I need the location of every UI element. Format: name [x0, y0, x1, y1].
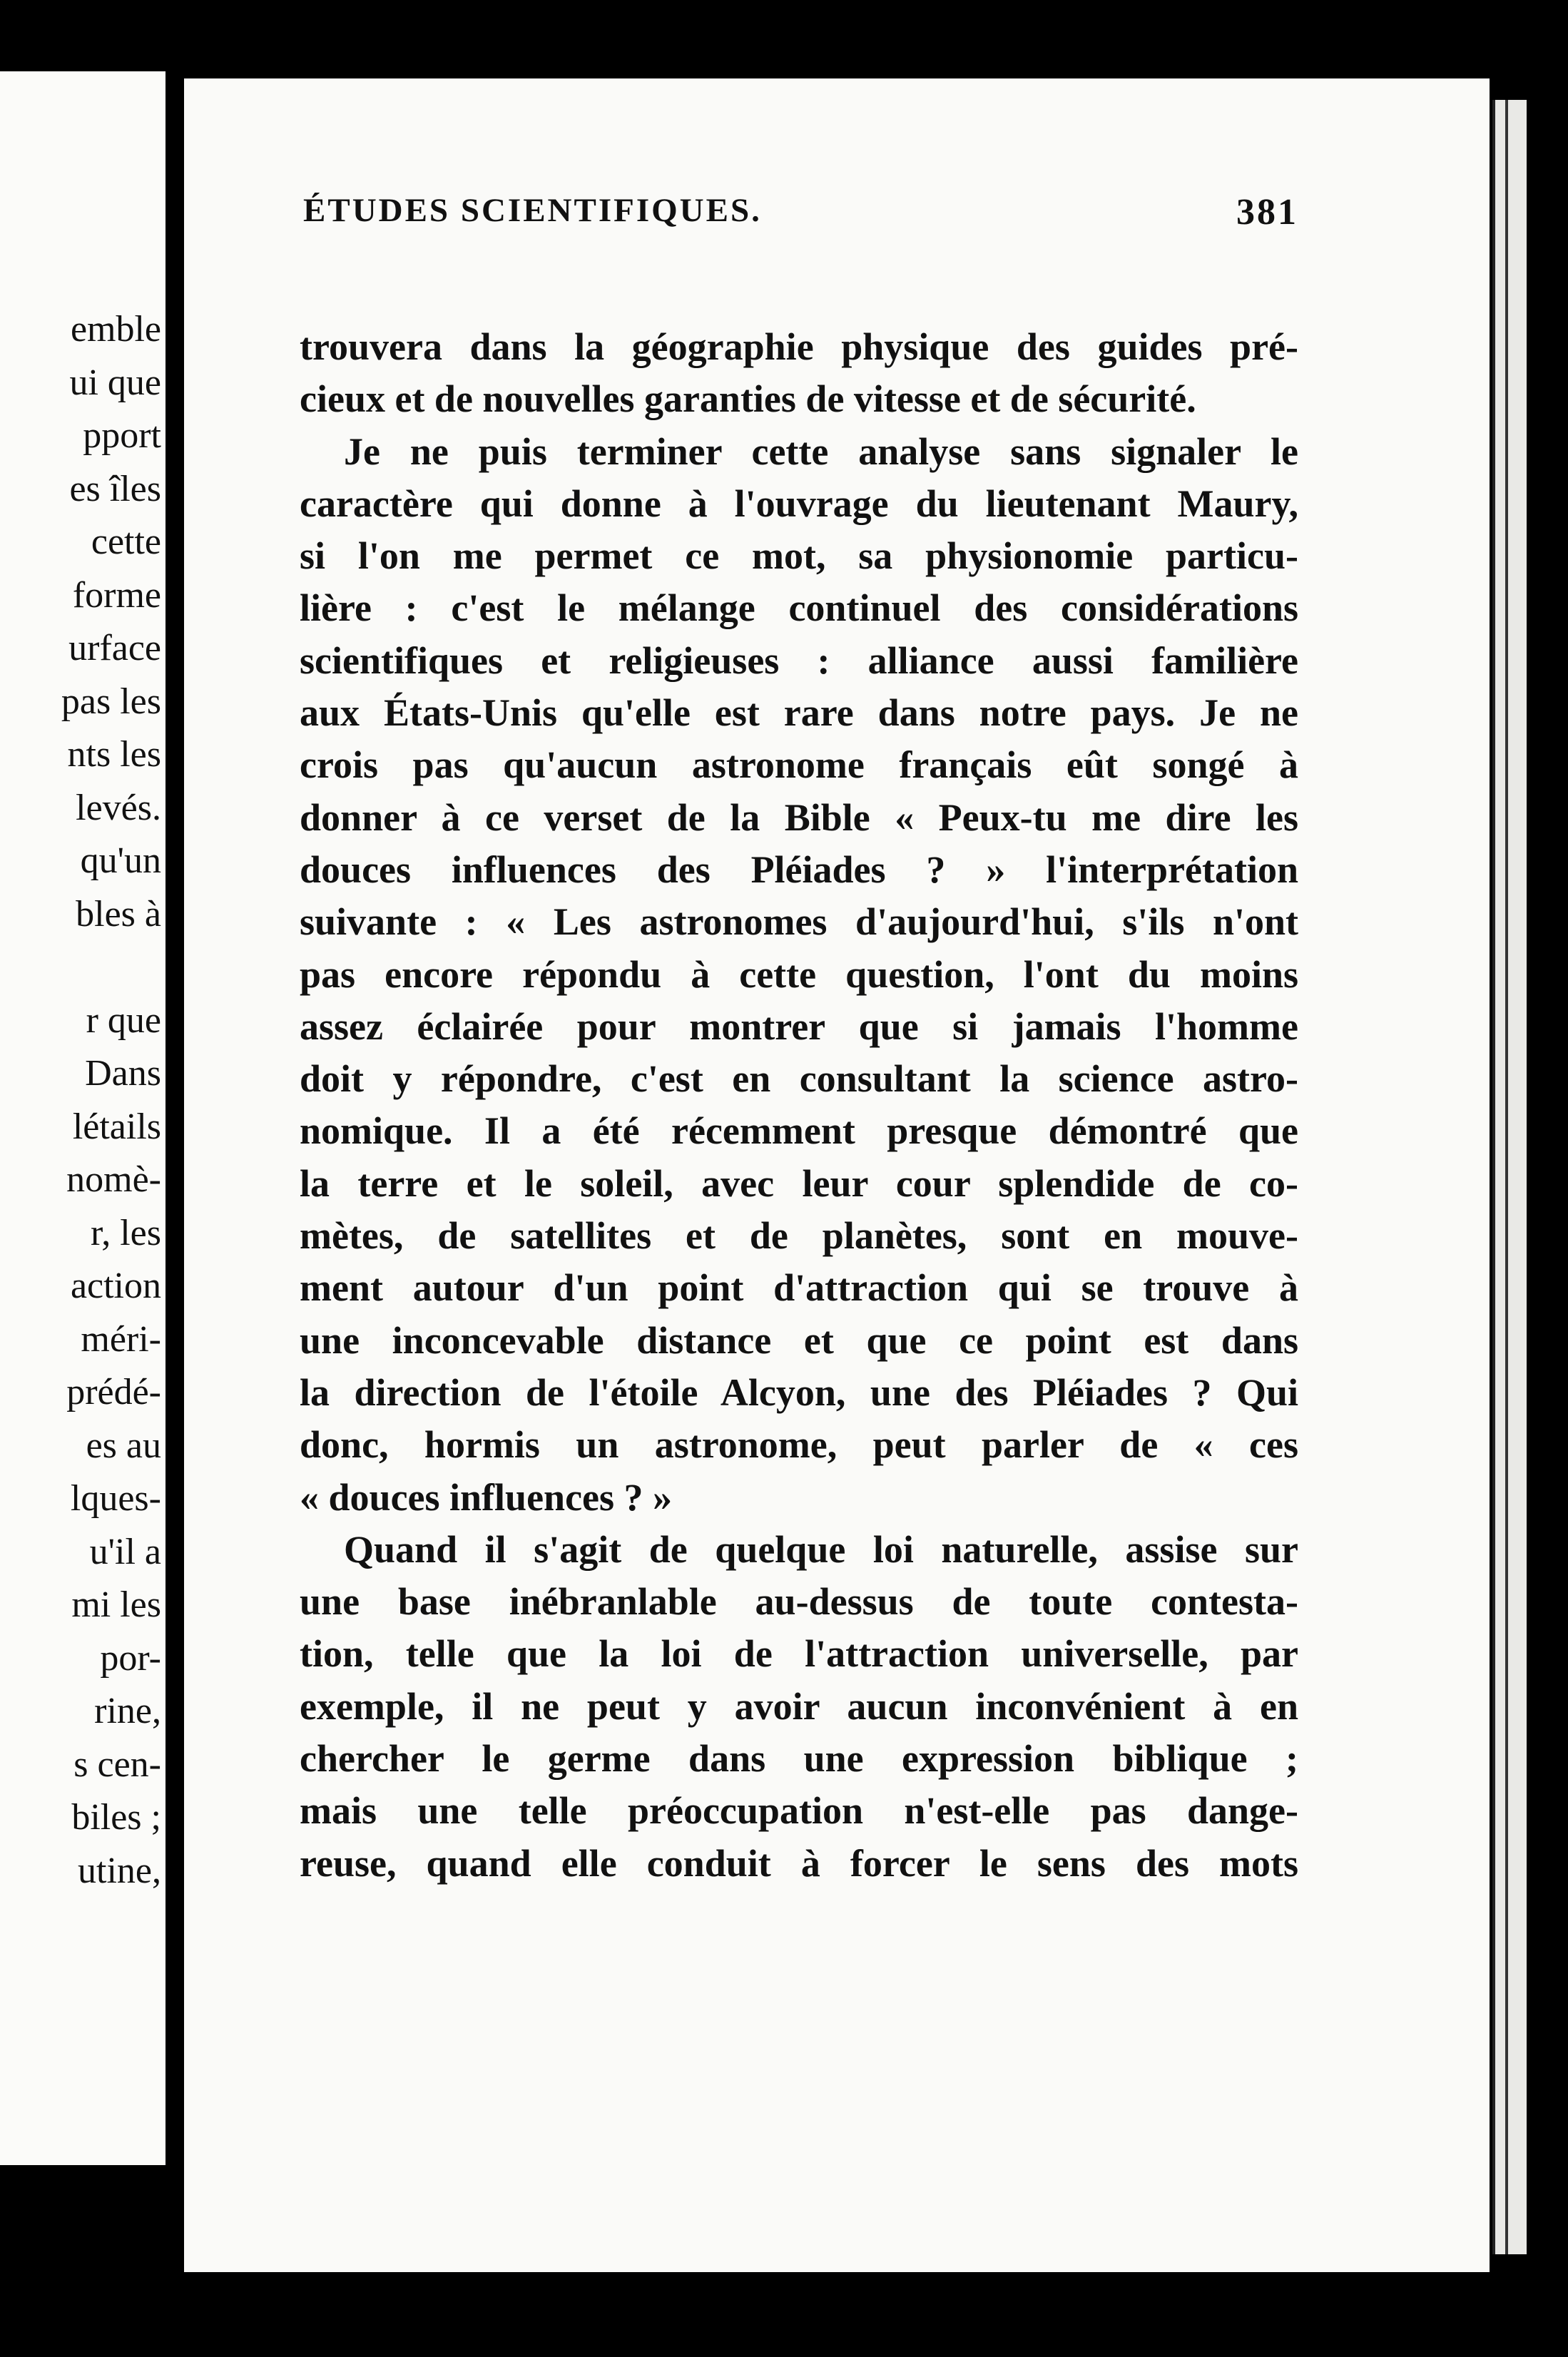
text-line: reuse, quand elle conduit à forcer le sens des mots [300, 1841, 1298, 1885]
left-page-line: prédé- [66, 1372, 161, 1412]
left-page-line: action [70, 1266, 161, 1306]
text-line: chercher le germe dans une expression biblique ; [300, 1737, 1298, 1781]
text-line: scientifiques et religieuses : alliance aussi familière [300, 638, 1298, 682]
left-page-line: lques- [70, 1478, 161, 1519]
page-body-text [300, 321, 1298, 1890]
left-page-line: biles ; [71, 1797, 161, 1838]
left-page-line: es îles [69, 468, 161, 509]
text-line: la direction de l'étoile Alcyon, une des Pléiades ? Qui [300, 1370, 1298, 1414]
left-page-line: pas les [61, 681, 161, 722]
text-line: donc, hormis un astronome, peut parler de « ces [300, 1423, 1298, 1467]
left-page-line: nts les [67, 734, 161, 775]
text-line: nomique. Il a été récemment presque démontré que [300, 1109, 1298, 1153]
left-page-line: létails [72, 1106, 161, 1147]
left-page-line: mi les [71, 1584, 161, 1625]
left-page-line: levés. [76, 787, 161, 828]
text-line: pas encore répondu à cette question, l'ont du moins [300, 952, 1298, 996]
left-page-line: forme [72, 574, 161, 616]
text-line: assez éclairée pour montrer que si jamais l'homme [300, 1004, 1298, 1048]
text-line: aux États-Unis qu'elle est rare dans notre pays. Je ne [300, 691, 1298, 735]
running-title: ÉTUDES SCIENTIFIQUES. [303, 192, 762, 229]
left-page-line: por- [100, 1637, 161, 1679]
text-line: une base inébranlable au-dessus de toute contesta- [300, 1580, 1298, 1624]
left-page-line: rine, [94, 1691, 161, 1731]
text-line: cieux et de nouvelles garanties de vitesse et de sécurité. [300, 377, 1196, 421]
text-line: Quand il s'agit de quelque loi naturelle, assise sur [344, 1527, 1298, 1571]
text-line: une inconcevable distance et que ce point est dans [300, 1318, 1298, 1362]
text-line: mais une telle préoccupation n'est-elle pas dange- [300, 1789, 1298, 1833]
left-page-line: cette [91, 521, 161, 562]
left-page-line: r que [86, 999, 161, 1041]
left-page-line: bles à [76, 893, 161, 935]
left-page-line [61, 941, 161, 994]
text-line: suivante : « Les astronomes d'aujourd'hui, s'ils n'ont [300, 900, 1298, 944]
left-page-line: Dans [85, 1053, 161, 1094]
left-page-line: emble [70, 309, 161, 350]
text-line: « douces influences ? » [300, 1475, 673, 1519]
text-line: lière : c'est le mélange continuel des considérations [300, 586, 1298, 630]
text-line: donner à ce verset de la Bible « Peux-tu me dire les [300, 795, 1298, 839]
left-page-line: s cen- [73, 1743, 161, 1785]
left-page-line: urface [68, 628, 161, 668]
text-line: douces influences des Pléiades ? » l'interprétation [300, 847, 1298, 891]
text-line: mètes, de satellites et de planètes, sont en mouve- [300, 1214, 1298, 1258]
text-line: crois pas qu'aucun astronome français eût songé à [300, 743, 1298, 787]
text-line: Je ne puis terminer cette analyse sans signaler le [344, 429, 1298, 473]
left-page-line: utine, [78, 1850, 161, 1891]
page-header [303, 191, 1298, 248]
page-edge [1492, 100, 1527, 2254]
left-page-line: méri- [81, 1318, 161, 1360]
page-number: 381 [1236, 192, 1298, 233]
text-line: exemple, il ne peut y avoir aucun inconvénient à en [300, 1684, 1298, 1728]
left-page-line: r, les [91, 1212, 161, 1253]
text-line: tion, telle que la loi de l'attraction universelle, par [300, 1632, 1298, 1676]
left-page-line: es au [86, 1425, 161, 1466]
left-page-line: nomè- [66, 1159, 161, 1200]
text-line: si l'on me permet ce mot, sa physionomie particu- [300, 534, 1298, 578]
left-page-line: pport [83, 415, 161, 456]
left-page-line: ui que [69, 362, 161, 403]
left-page-line: u'il a [89, 1531, 161, 1572]
left-page-line: qu'un [80, 840, 161, 881]
text-line: caractère qui donne à l'ouvrage du lieutenant Maury, [300, 482, 1298, 525]
left-page-text [61, 303, 161, 1898]
text-line: ment autour d'un point d'attraction qui se trouve à [300, 1266, 1298, 1310]
text-line: trouvera dans la géographie physique des guides pré- [300, 325, 1298, 368]
text-line: doit y répondre, c'est en consultant la science astro- [300, 1057, 1298, 1101]
text-line: la terre et le soleil, avec leur cour splendide de co- [300, 1161, 1298, 1205]
left-facing-page [0, 71, 166, 2165]
